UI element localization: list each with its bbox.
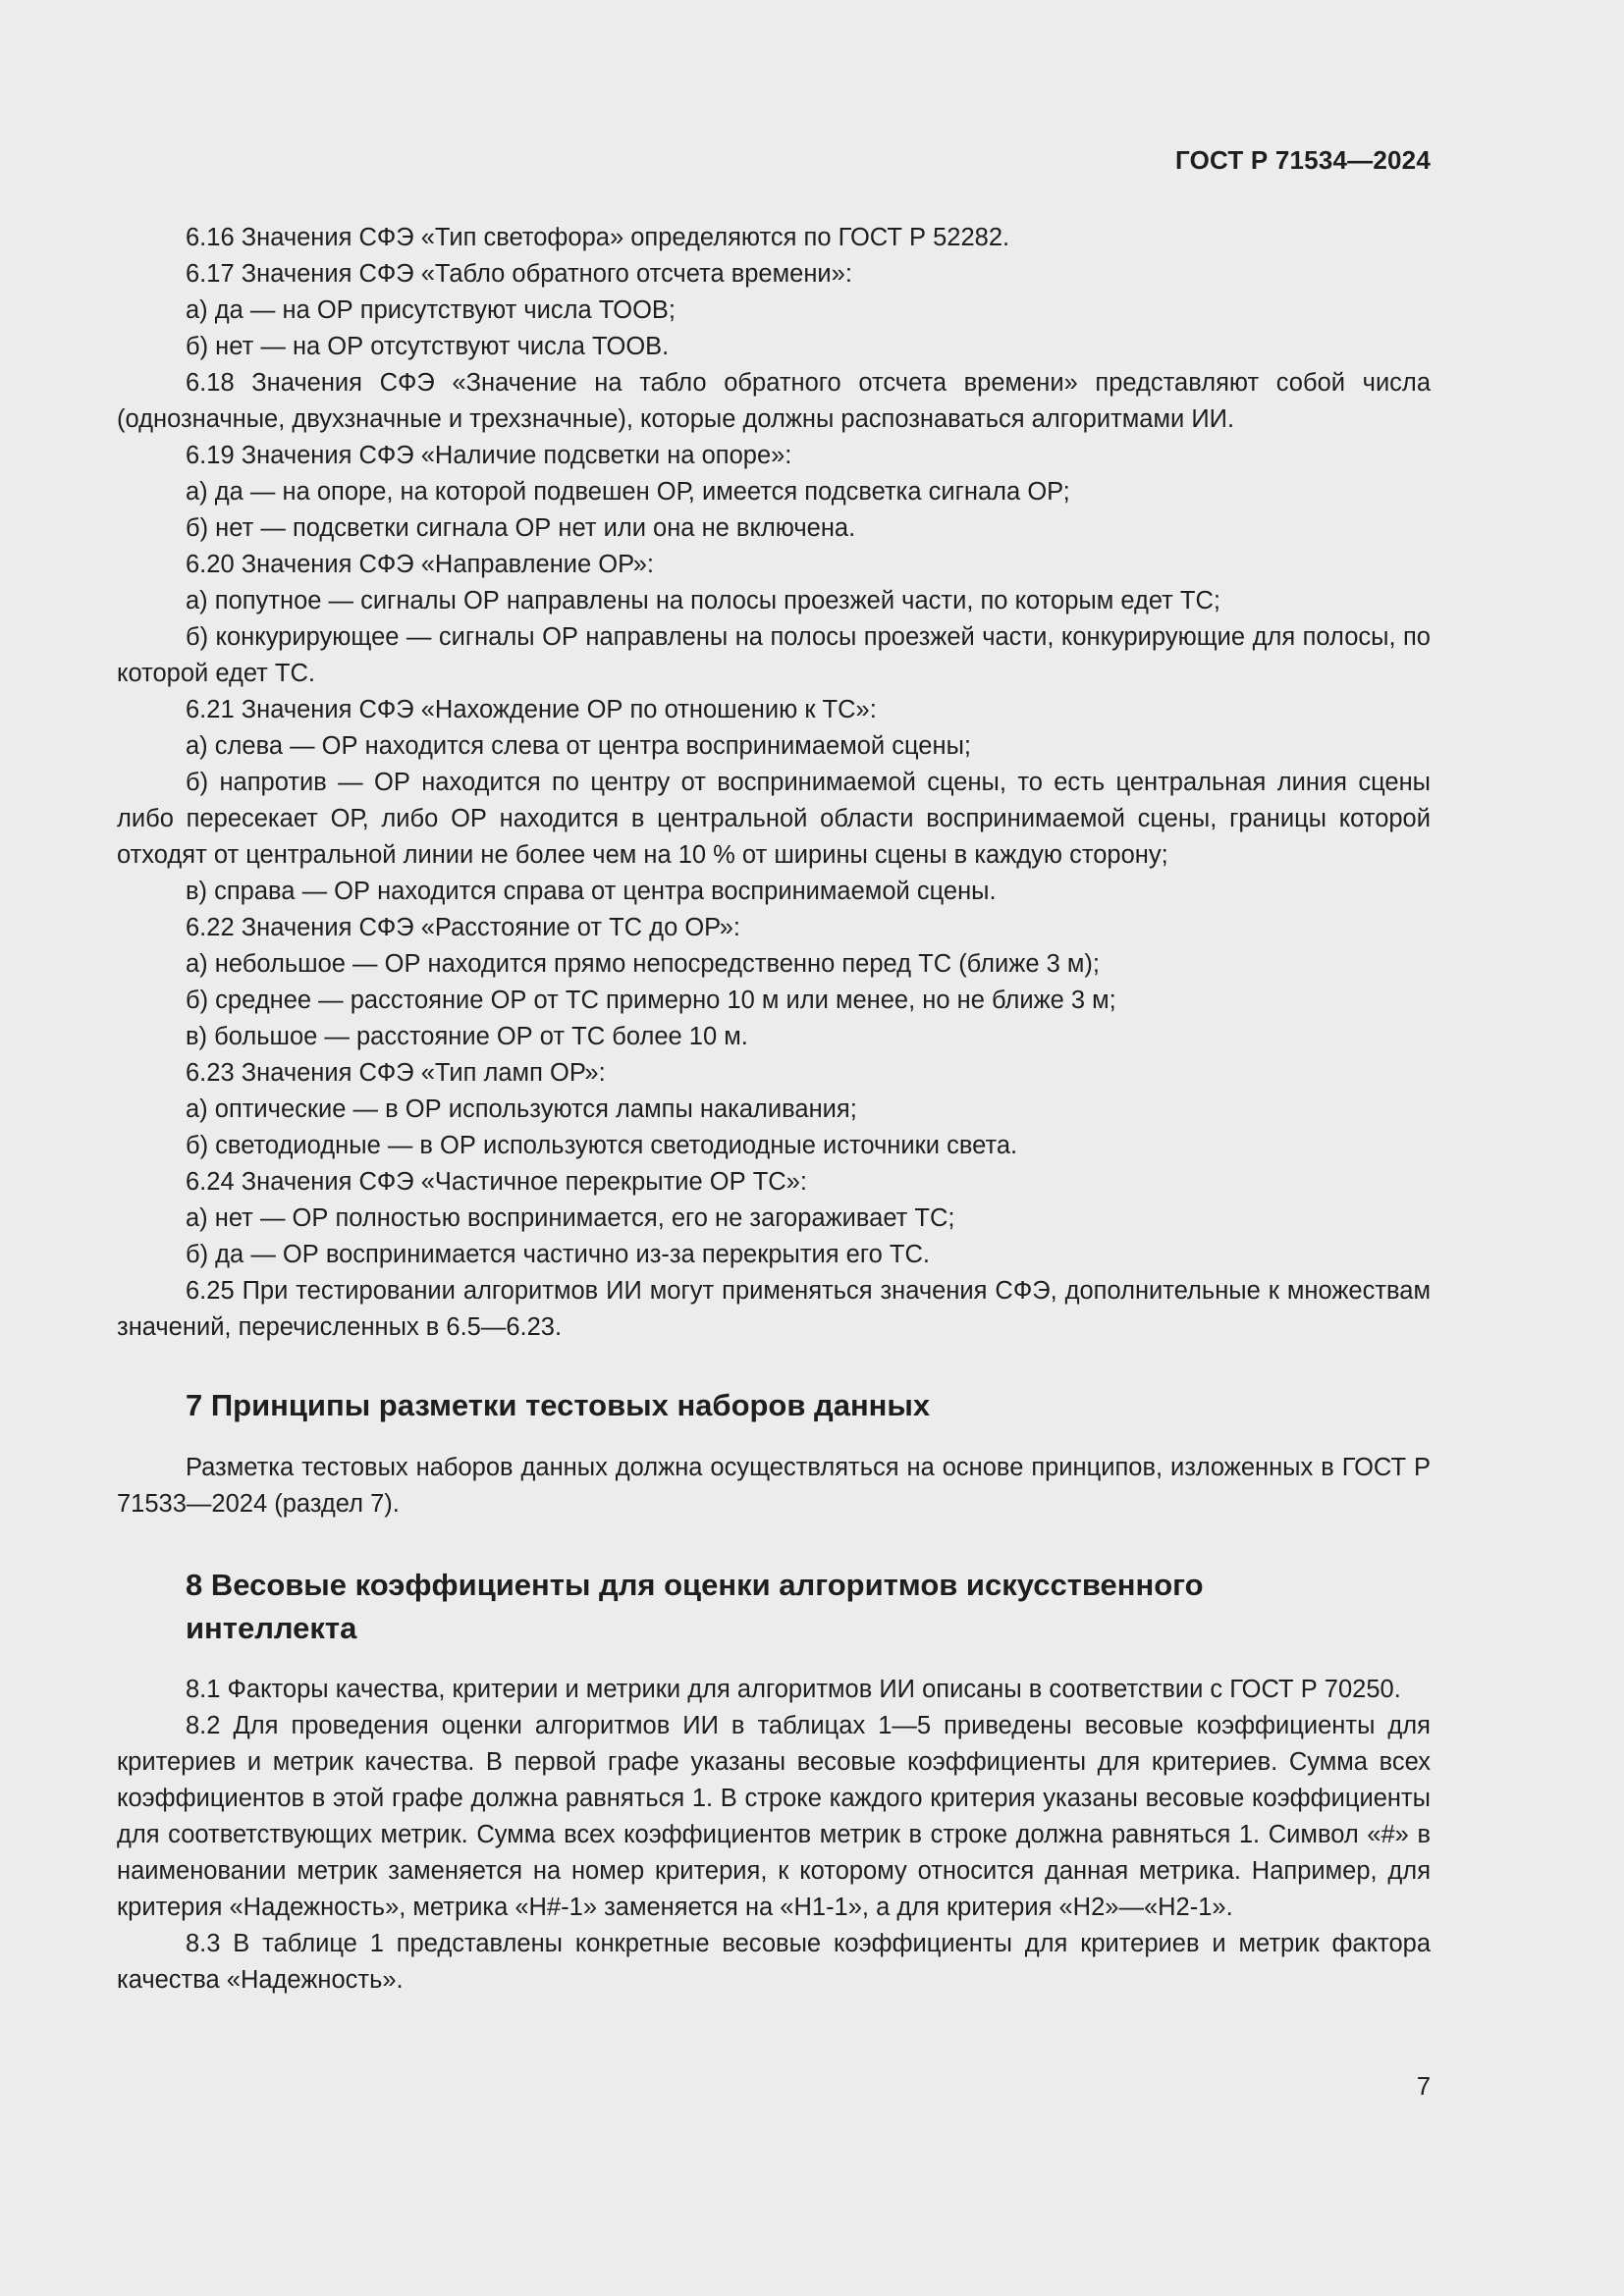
clause-6-17: 6.17 Значения СФЭ «Табло обратного отсчета времени»: <box>186 260 852 288</box>
list-item: а) оптические — в ОР используются лампы накаливания; <box>186 1095 857 1123</box>
clause-8-1: 8.1 Факторы качества, критерии и метрики для алгоритмов ИИ описаны в соответствии с ГОСТ Р 70250. <box>186 1676 1401 1703</box>
section-7-paragraph: Разметка тестовых наборов данных должна осуществляться на основе принципов, изложенных в ГОСТ Р 71533—2024 (раздел 7). <box>117 1454 1431 1518</box>
clause-6-18: 6.18 Значения СФЭ «Значение на табло обратного отсчета времени» представляют собой числа (однозначные, двухзначные и трехзначные), которые должны распознаваться алгоритмами ИИ. <box>117 369 1431 433</box>
list-item: а) да — на опоре, на которой подвешен ОР, имеется подсветка сигнала ОР; <box>186 478 1070 506</box>
list-item: б) конкурирующее — сигналы ОР направлены на полосы проезжей части, конкурирующие для полосы, по которой едет ТС. <box>117 623 1431 687</box>
page-number: 7 <box>1416 2073 1431 2101</box>
list-item: в) справа — ОР находится справа от центра воспринимаемой сцены. <box>186 878 997 905</box>
list-item: б) светодиодные — в ОР используются светодиодные источники света. <box>186 1132 1018 1159</box>
clause-8-2: 8.2 Для проведения оценки алгоритмов ИИ в таблицах 1—5 приведены весовые коэффициенты для критериев и метрик качества. В первой графе указаны весовые коэффициенты для критериев. Сумма всех коэффициентов в этой графе должна равняться 1. В строке каждого критерия указаны весовые коэффициенты для соответствующих метрик. Сумма всех коэффициентов метрик в строке должна равняться 1. Символ «#» в наименовании метрик заменяется на номер критерия, к которому относится данная метрика. Например, для критерия «Надежность», метрика «Н#-1» заменяется на «Н1-1», а для критерия «Н2»—«Н2-1». <box>117 1712 1431 1921</box>
clause-6-16: 6.16 Значения СФЭ «Тип светофора» определяются по ГОСТ Р 52282. <box>186 224 1010 251</box>
list-item: б) нет — подсветки сигнала ОР нет или она не включена. <box>186 514 856 542</box>
list-item: а) попутное — сигналы ОР направлены на полосы проезжей части, по которым едет ТС; <box>186 587 1221 614</box>
clause-6-22: 6.22 Значения СФЭ «Расстояние от ТС до ОР»: <box>186 914 741 941</box>
clause-6-21: 6.21 Значения СФЭ «Нахождение ОР по отношению к ТС»: <box>186 696 877 723</box>
section-7-heading: 7 Принципы разметки тестовых наборов данных <box>186 1388 931 1422</box>
list-item: б) да — ОР воспринимается частично из-за перекрытия его ТС. <box>186 1241 930 1268</box>
list-item: а) нет — ОР полностью воспринимается, его не загораживает ТС; <box>186 1204 955 1232</box>
section-8-heading-line1: 8 Весовые коэффициенты для оценки алгоритмов искусственного <box>186 1568 1204 1602</box>
section-6-list <box>117 220 1431 1346</box>
clause-6-19: 6.19 Значения СФЭ «Наличие подсветки на опоре»: <box>186 442 792 469</box>
section-8-heading <box>117 1564 1431 1650</box>
list-item: б) нет — на ОР отсутствуют числа ТООВ. <box>186 333 670 360</box>
list-item: б) напротив — ОР находится по центру от воспринимаемой сцены, то есть центральная линия сцены либо пересекает ОР, либо ОР находится в центральной области воспринимаемой сцены, границы которой отходят от центральной линии не более чем на 10 % от ширины сцены в каждую сторону; <box>117 769 1431 869</box>
clause-8-3: 8.3 В таблице 1 представлены конкретные весовые коэффициенты для критериев и метрик фактора качества «Надежность». <box>117 1930 1431 1994</box>
clause-6-25: 6.25 При тестировании алгоритмов ИИ могут применяться значения СФЭ, дополнительные к множествам значений, перечисленных в 6.5—6.23. <box>117 1277 1431 1341</box>
list-item: в) большое — расстояние ОР от ТС более 10 м. <box>186 1023 748 1050</box>
clause-6-23: 6.23 Значения СФЭ «Тип ламп ОР»: <box>186 1059 606 1087</box>
list-item: а) слева — ОР находится слева от центра воспринимаемой сцены; <box>186 732 971 760</box>
clause-6-20: 6.20 Значения СФЭ «Направление ОР»: <box>186 551 654 578</box>
document-id-header: ГОСТ Р 71534—2024 <box>1175 145 1431 175</box>
page-content <box>117 220 1431 1999</box>
clause-6-24: 6.24 Значения СФЭ «Частичное перекрытие ОР ТС»: <box>186 1168 807 1196</box>
list-item: б) среднее — расстояние ОР от ТС примерно 10 м или менее, но не ближе 3 м; <box>186 987 1116 1014</box>
section-8-heading-line2: интеллекта <box>186 1611 357 1645</box>
list-item: а) небольшое — ОР находится прямо непосредственно перед ТС (ближе 3 м); <box>186 950 1100 978</box>
list-item: а) да — на ОР присутствуют числа ТООВ; <box>186 296 677 324</box>
